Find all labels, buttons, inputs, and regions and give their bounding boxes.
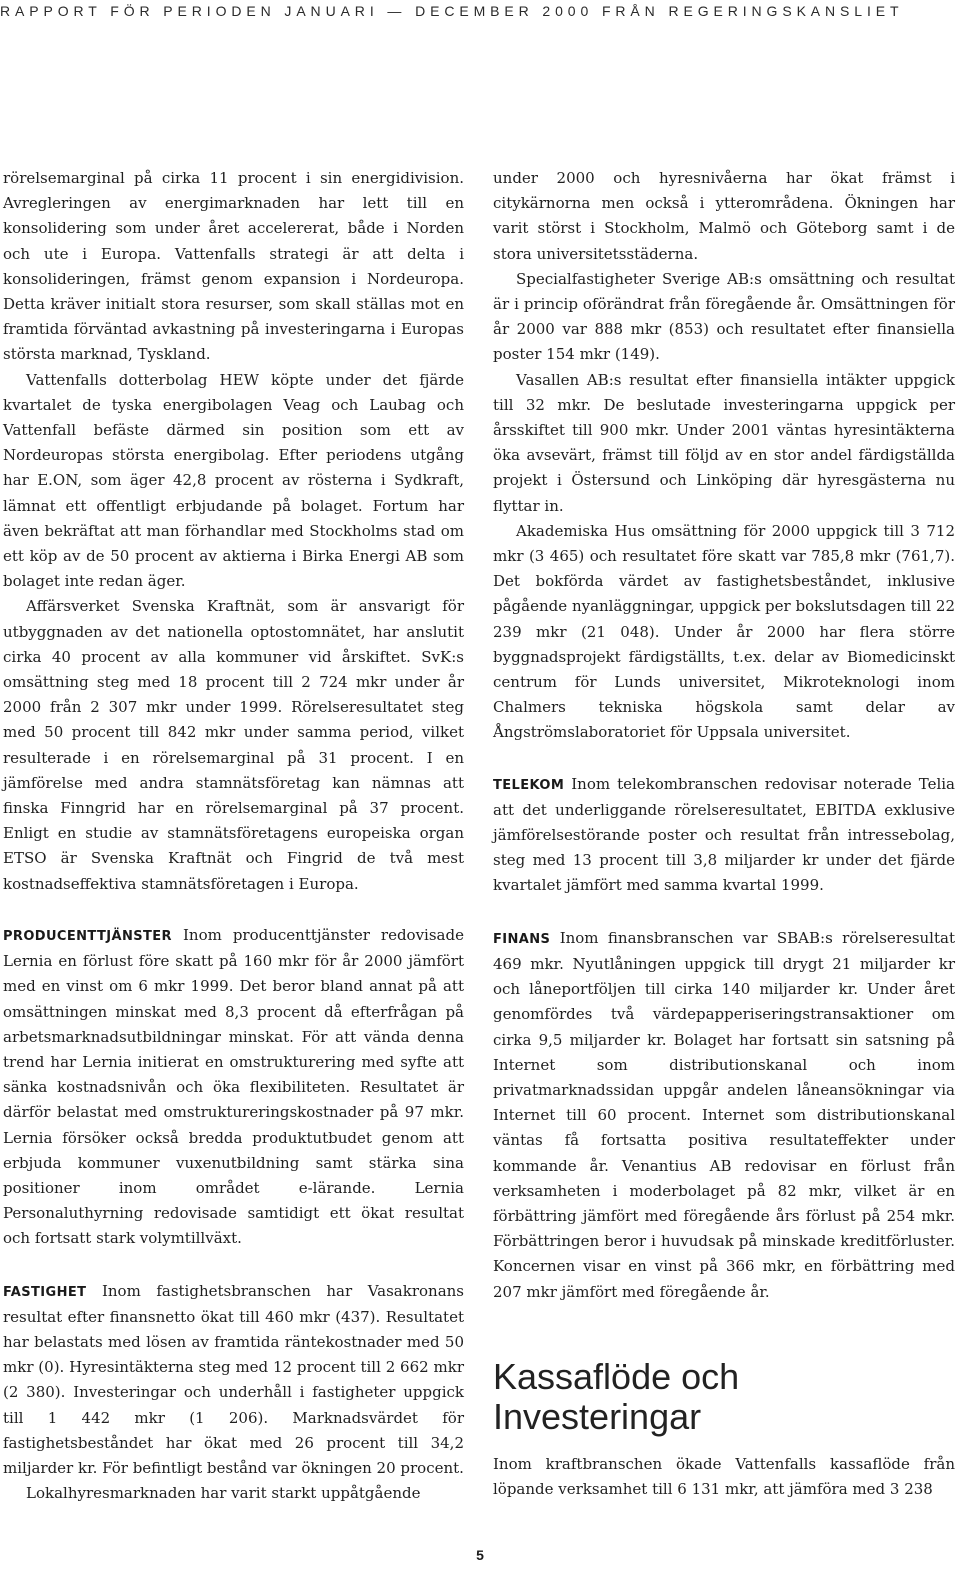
- left-column: [3, 166, 464, 1506]
- section-label: PRODUCENTTJÄNSTER: [3, 928, 172, 944]
- section-label: FASTIGHET: [3, 1284, 87, 1300]
- paragraph: Inom kraftbranschen ökade Vattenfalls kassaflöde från löpande verksamhet till 6 131 mkr, att jämföra med 3 238: [493, 1454, 955, 1498]
- paragraph: under 2000 och hyresnivåerna har ökat främst i citykärnorna men också i ytterområdena. Ökningen har varit störst i Stockholm, Malmö och Göteborg samt i de stora universitetsstäderna.: [493, 169, 955, 263]
- paragraph: Vasallen AB:s resultat efter finansiella intäkter uppgick till 32 mkr. De beslutade investeringarna uppgick per årsskiftet till 900 mkr. Under 2001 väntas hyresintäkterna öka avsevärt, främst till följd av en stor andel färdigställda projekt i Östersund och Linköping där hyresgästerna nu flyttar in.: [493, 370, 955, 515]
- section-label: TELEKOM: [493, 777, 565, 793]
- right-column: [493, 166, 955, 1502]
- paragraph: Akademiska Hus omsättning för 2000 uppgick till 3 712 mkr (3 465) och resultatet före skatt var 785,8 mkr (761,7). Det bokförda värdet av fastighetsbeståndet, inklusive pågående nyanläggningar, uppgick per bokslutsdagen till 22 239 mkr (21 048). Under år 2000 har flera större byggnadsprojekt färdigställts, t.ex. delar av Biomedicinskt centrum för Lunds universitet, Mikroteknologi inom Chalmers tekniska högskola samt delar av Ångströmslaboratoriet för Uppsala universitet.: [493, 521, 955, 742]
- page-number: 5: [476, 1547, 484, 1563]
- section-text: Inom finansbranschen var SBAB:s rörelseresultat 469 mkr. Nyutlåningen uppgick till drygt 21 miljarder kr och låneportföljen till cirka 140 miljarder kr. Under året genomfördes två värdepapperiseringstransaktioner om cirka 9,5 miljarder kr. Bolaget har fortsatt sin satsning på Internet som distributionskanal och inom privatmarknadssidan uppgår andelen låneansökningar via Internet till 60 procent. Internet som distributionskanal väntas få fortsatta positiva resultateffekter under kommande år. Venantius AB redovisar en förlust från verksamheten i moderbolaget på 82 mkr, vilket är en förbättring jämfört med föregående års förlust på 254 mkr. Förbättringen beror i huvudsak på minskade kreditförluster. Koncernen visar en vinst på 366 mkr, en förbättring med 207 mkr jämfört med föregående år.: [493, 928, 955, 1301]
- paragraph: Affärsverket Svenska Kraftnät, som är ansvarigt för utbyggnaden av det nationella optostomnätet, har anslutit cirka 40 procent av alla kommuner vid årskiftet. SvK:s omsättning steg med 18 procent till 2 724 mkr under år 2000 från 2 307 mkr under 1999. Rörelseresultatet steg med 50 procent till 842 mkr under samma period, vilket resulterade i en rörelsemarginal på 31 procent. I en jämförelse med andra stamnätsföretag kan nämnas att finska Finngrid har en rörelsemarginal på 37 procent. Enligt en studie av stamnätsföretagens europeiska organ ETSO är Svenska Kraftnät och Fingrid de två mest kostnadseffektiva stamnätsföretagen i Europa.: [3, 597, 464, 893]
- section-text: Inom producenttjänster redovisade Lernia en förlust före skatt på 160 mkr för år 2000 jämfört med en vinst om 6 mkr 1999. Det beror bland annat på att omsättningen minskat med 8,3 procent då efterfrågan på arbetsmarknadsutbildningar minskat. För att vända denna trend har Lernia initierat en omstrukturering med syfte att sänka kostnadsnivån och öka flexibiliteten. Resultatet är därför belastat med omstruktureringskostnader på 97 mkr. Lernia försöker också bredda produktutbudet genom att erbjuda kommuner vuxenutbildning samt stärka sina positioner inom området e-lärande. Lernia Personaluthyrning redovisade samtidigt ett ökat resultat och fortsatt stark volymtillväxt.: [3, 925, 464, 1248]
- section-heading: [493, 1357, 955, 1437]
- section-finans: [493, 926, 955, 1305]
- running-header: RAPPORT FÖR PERIODEN JANUARI — DECEMBER 2000 FRÅN REGERINGSKANSLIET: [0, 3, 904, 19]
- section-fastighet: [3, 1279, 464, 1482]
- section-text: Inom fastighetsbranschen har Vasakronans resultat efter finansnetto ökat till 460 mkr (437). Resultatet har belastats med lösen av framtida räntekostnader med 50 mkr (0). Hyresintäkterna steg med 12 procent till 2 662 mkr (2 380). Investeringar och underhåll i fastigheter uppgick till 1 442 mkr (1 206). Marknadsvärdet för fastighetsbeståndet har ökat med 26 procent till 34,2 miljarder kr. För befintligt bestånd var ökningen 20 procent.: [3, 1281, 464, 1477]
- section-producenttjanster: [3, 923, 464, 1252]
- paragraph: rörelsemarginal på cirka 11 procent i sin energidivision. Avregleringen av energimarknaden har lett till en konsolidering som under året accelererat, både i Norden och ute i Europa. Vattenfalls strategi är att delta i konsolideringen, främst genom expansion i Nordeuropa. Detta kräver initialt stora resurser, som skall ställas mot en framtida förväntad avkastning på investeringarna i Europas största marknad, Tyskland.: [3, 169, 464, 364]
- paragraph: Specialfastigheter Sverige AB:s omsättning och resultat är i princip oförändrat från föregående år. Omsättningen för år 2000 var 888 mkr (853) och resultatet efter finansiella poster 154 mkr (149).: [493, 269, 955, 364]
- heading-line: Investeringar: [493, 1395, 702, 1437]
- paragraph: Lokalhyresmarknaden har varit starkt uppåtgående: [26, 1484, 421, 1503]
- heading-line: Kassaflöde och: [493, 1355, 740, 1397]
- paragraph: Vattenfalls dotterbolag HEW köpte under det fjärde kvartalet de tyska energibolagen Veag och Laubag och Vattenfall befäste därmed sin position som ett av Nordeuropas största energibolag. Efter periodens utgång har E.ON, som äger 42,8 procent av rösterna i Sydkraft, lämnat ett offentligt erbjudande på bolaget. Fortum har även bekräftat att man förhandlar med Stockholms stad om ett köp av de 50 procent av aktierna i Birka Energi AB som bolaget inte redan äger.: [3, 370, 464, 591]
- section-label: FINANS: [493, 931, 551, 947]
- section-text: Inom telekombranschen redovisar noterade Telia att det underliggande rörelseresultatet, EBITDA exklusive jämförelsestörande poster och resultat från intressebolag, steg med 13 procent till 3,8 miljarder kr under det fjärde kvartalet jämfört med samma kvartal 1999.: [493, 774, 955, 895]
- section-telekom: [493, 772, 955, 899]
